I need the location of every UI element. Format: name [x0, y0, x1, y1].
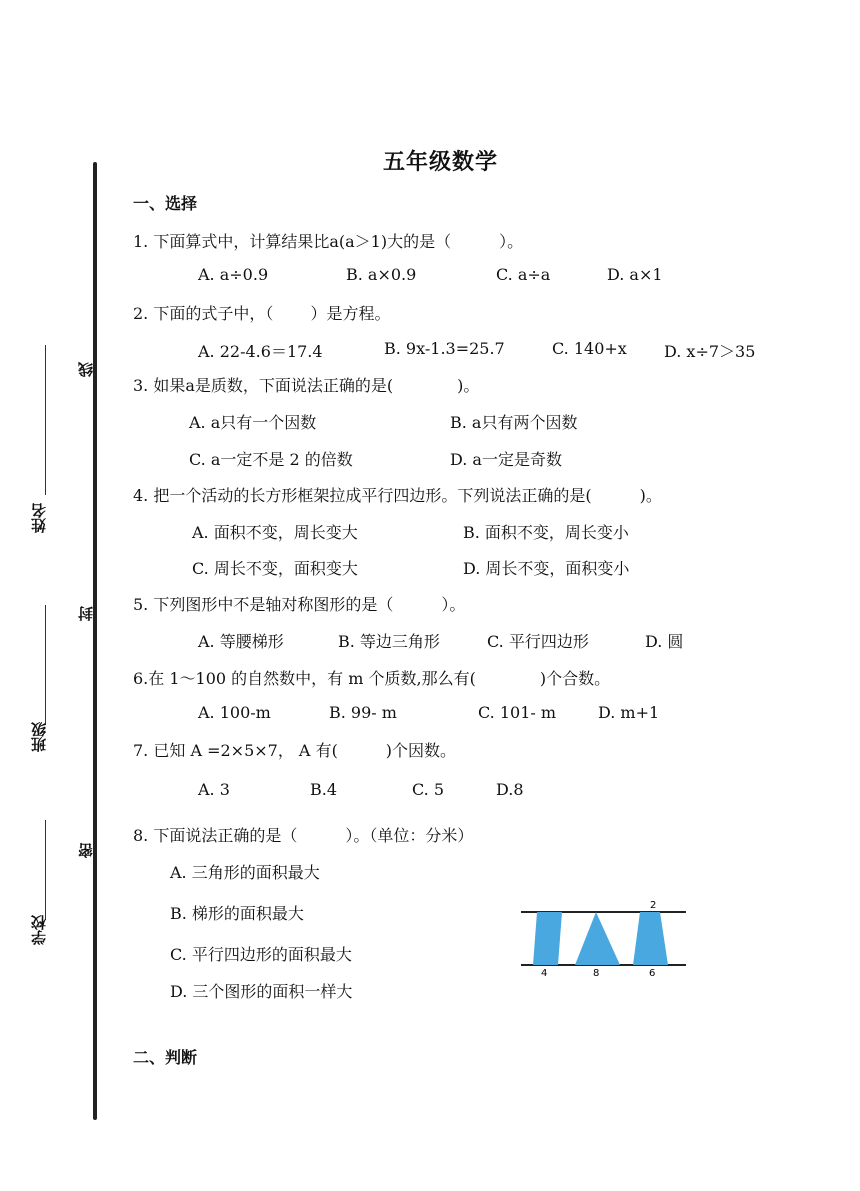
q4-option-a: A. 面积不变，周长变大 — [192, 523, 358, 542]
question-7: 7. 已知 A =2×5×7， A 有( )个因数。 — [133, 741, 457, 760]
q5-option-a: A. 等腰梯形 — [198, 632, 284, 651]
q2-option-c: C. 140+x — [552, 339, 627, 358]
q4-option-b: B. 面积不变，周长变小 — [463, 523, 629, 542]
class-label: 班级 — [30, 722, 48, 752]
q2-option-d: D. x÷7＞35 — [664, 342, 756, 361]
q8-shapes-figure — [518, 896, 690, 980]
q7-option-c: C. 5 — [412, 780, 445, 799]
figure-label-bottom-left: 4 — [541, 968, 548, 979]
section-judge-heading: 二、判断 — [133, 1048, 198, 1067]
q5-option-b: B. 等边三角形 — [338, 632, 440, 651]
q6-option-c: C. 101- m — [478, 703, 557, 722]
q8-option-b: B. 梯形的面积最大 — [170, 904, 304, 923]
q4-option-c: C. 周长不变，面积变大 — [192, 559, 358, 578]
q5-option-d: D. 圆 — [645, 632, 684, 651]
q1-option-d: D. a×1 — [607, 265, 663, 284]
q3-option-a: A. a只有一个因数 — [189, 413, 317, 432]
figure-label-top: 2 — [650, 900, 657, 911]
question-5: 5. 下列图形中不是轴对称图形的是（ ）。 — [133, 595, 466, 614]
q1-option-a: A. a÷0.9 — [198, 265, 269, 284]
q3-option-b: B. a只有两个因数 — [450, 413, 578, 432]
seal-char-feng: 封 — [77, 606, 95, 621]
q2-option-a: A. 22-4.6＝17.4 — [198, 342, 323, 361]
q6-option-b: B. 99- m — [329, 703, 397, 722]
question-1: 1. 下面算式中，计算结果比a(a＞1)大的是（ ）。 — [133, 232, 524, 251]
section-choice-heading: 一、选择 — [133, 194, 198, 213]
q6-option-a: A. 100-m — [198, 703, 271, 722]
question-2: 2. 下面的式子中，（ ）是方程。 — [133, 304, 391, 323]
class-blank — [45, 605, 46, 725]
q5-option-c: C. 平行四边形 — [487, 632, 589, 651]
q8-option-d: D. 三个图形的面积一样大 — [170, 982, 353, 1001]
q7-option-d: D.8 — [496, 780, 524, 799]
q1-option-c: C. a÷a — [496, 265, 551, 284]
q7-option-b: B.4 — [310, 780, 338, 799]
q8-option-c: C. 平行四边形的面积最大 — [170, 945, 352, 964]
page-title: 五年级数学 — [383, 150, 499, 175]
figure-trapezoid — [633, 912, 668, 965]
margin-binding-line — [93, 162, 97, 1120]
seal-char-mi: 密 — [77, 843, 95, 858]
q2-option-b: B. 9x-1.3=25.7 — [384, 339, 505, 358]
seal-char-xian: 线 — [77, 362, 95, 377]
school-blank — [45, 820, 46, 920]
question-6: 6.在 1～100 的自然数中，有 m 个质数,那么有( )个合数。 — [133, 669, 611, 688]
q3-option-c: C. a一定不是 2 的倍数 — [189, 450, 353, 469]
figure-parallelogram — [533, 912, 562, 965]
name-label: 姓名 — [30, 503, 48, 533]
name-blank — [45, 345, 46, 495]
q4-option-d: D. 周长不变，面积变小 — [463, 559, 630, 578]
question-4: 4. 把一个活动的长方形框架拉成平行四边形。下列说法正确的是( )。 — [133, 486, 662, 505]
q3-option-d: D. a一定是奇数 — [450, 450, 562, 469]
question-8: 8. 下面说法正确的是（ ）。（单位：分米） — [133, 826, 474, 845]
figure-triangle — [575, 912, 620, 965]
figure-label-bottom-mid: 8 — [593, 968, 600, 979]
q6-option-d: D. m+1 — [598, 703, 660, 722]
figure-label-bottom-right: 6 — [649, 968, 656, 979]
question-3: 3. 如果a是质数，下面说法正确的是( )。 — [133, 376, 480, 395]
q8-option-a: A. 三角形的面积最大 — [170, 863, 320, 882]
q1-option-b: B. a×0.9 — [346, 265, 417, 284]
school-label: 学校 — [30, 915, 48, 945]
q7-option-a: A. 3 — [198, 780, 230, 799]
